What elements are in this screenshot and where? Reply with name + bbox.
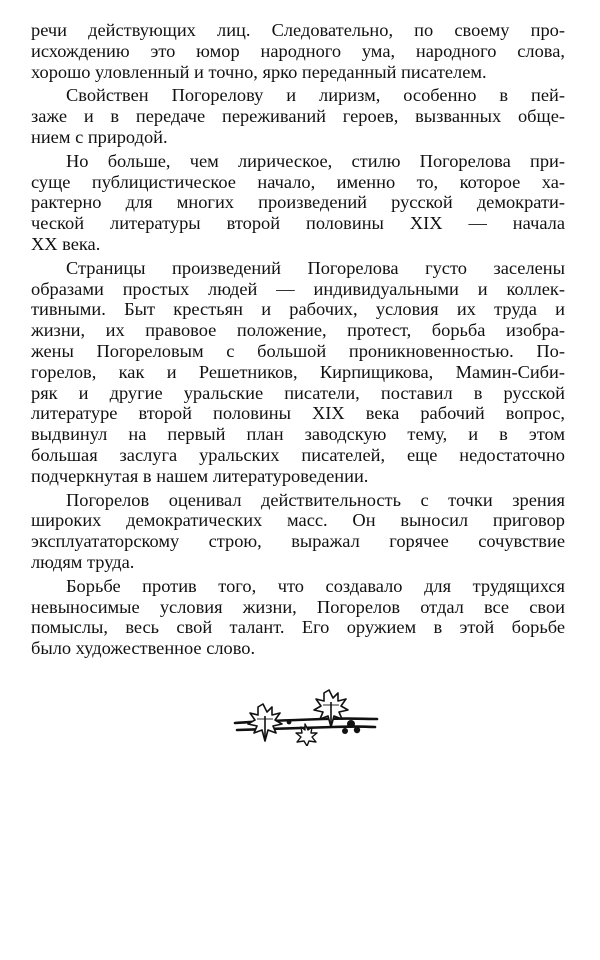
text-line: невыносимые условия жизни, Погорелов отдал все свои — [31, 596, 565, 617]
text-line: помыслы, весь свой талант. Его оружием в этой борьбе — [31, 617, 565, 638]
text-line: Погорелов оценивал действительность с точки зрения — [66, 489, 565, 510]
paragraph-3 — [31, 151, 565, 255]
paragraph-2 — [31, 85, 565, 147]
maple-leaf-branch-ornament-icon — [233, 686, 379, 746]
text-line: жены Погореловым с большой проникновенностью. По- — [31, 340, 565, 361]
text-line: заже и в передаче переживаний героев, вызванных обще- — [31, 106, 565, 127]
paragraph-5 — [31, 490, 565, 573]
text-line: литературе второй половины XIX века рабочий вопрос, — [31, 403, 565, 424]
text-line: подчеркнутая в нашем литературоведении. — [31, 465, 369, 486]
text-line: людям труда. — [31, 551, 135, 572]
text-line: Но больше, чем лирическое, стилю Погорелова при- — [66, 150, 565, 171]
text-line: речи действующих лиц. Следовательно, по своему про- — [31, 20, 565, 40]
text-line: образами простых людей — индивидуальными и коллек- — [31, 278, 565, 299]
text-line: широких демократических масс. Он выносил приговор — [31, 510, 565, 531]
paragraph-6 — [31, 576, 565, 659]
text-line: рактерно для многих произведений русской демократи- — [31, 192, 565, 213]
paragraph-4 — [31, 258, 565, 487]
text-line: суще публицистическое начало, именно то, которое ха- — [31, 171, 565, 192]
text-line: Страницы произведений Погорелова густо заселены — [66, 257, 565, 278]
text-line: было художественное слово. — [31, 638, 256, 659]
paragraph-1 — [31, 20, 565, 82]
text-line: тивными. Быт крестьян и рабочих, условия их труда и — [31, 299, 565, 320]
text-block — [31, 20, 565, 659]
text-line: нием с природой. — [31, 126, 168, 147]
text-line: большая заслуга уральских писателей, еще недостаточно — [31, 444, 565, 465]
text-line: Свойствен Погорелову и лиризм, особенно в пей- — [66, 85, 565, 106]
text-line: выдвинул на первый план заводскую тему, и в этом — [31, 424, 565, 445]
text-line: горелов, как и Решетников, Кирпищикова, Мамин-Сиби- — [31, 361, 565, 382]
text-line: ряк и другие уральские писатели, поставил в русской — [31, 382, 565, 403]
text-line: исхождению это юмор народного ума, народного слова, — [31, 40, 565, 61]
text-line: эксплуататорскому строю, выражал горячее сочувствие — [31, 531, 565, 552]
text-line: ческой литературы второй половины XIX — начала — [31, 213, 565, 234]
text-line: XX века. — [31, 233, 101, 254]
text-line: хорошо уловленный и точно, ярко переданный писателем. — [31, 61, 487, 82]
text-line: Борьбе против того, что создавало для трудящихся — [66, 575, 565, 596]
text-line: жизни, их правовое положение, протест, борьба изобра- — [31, 320, 565, 341]
